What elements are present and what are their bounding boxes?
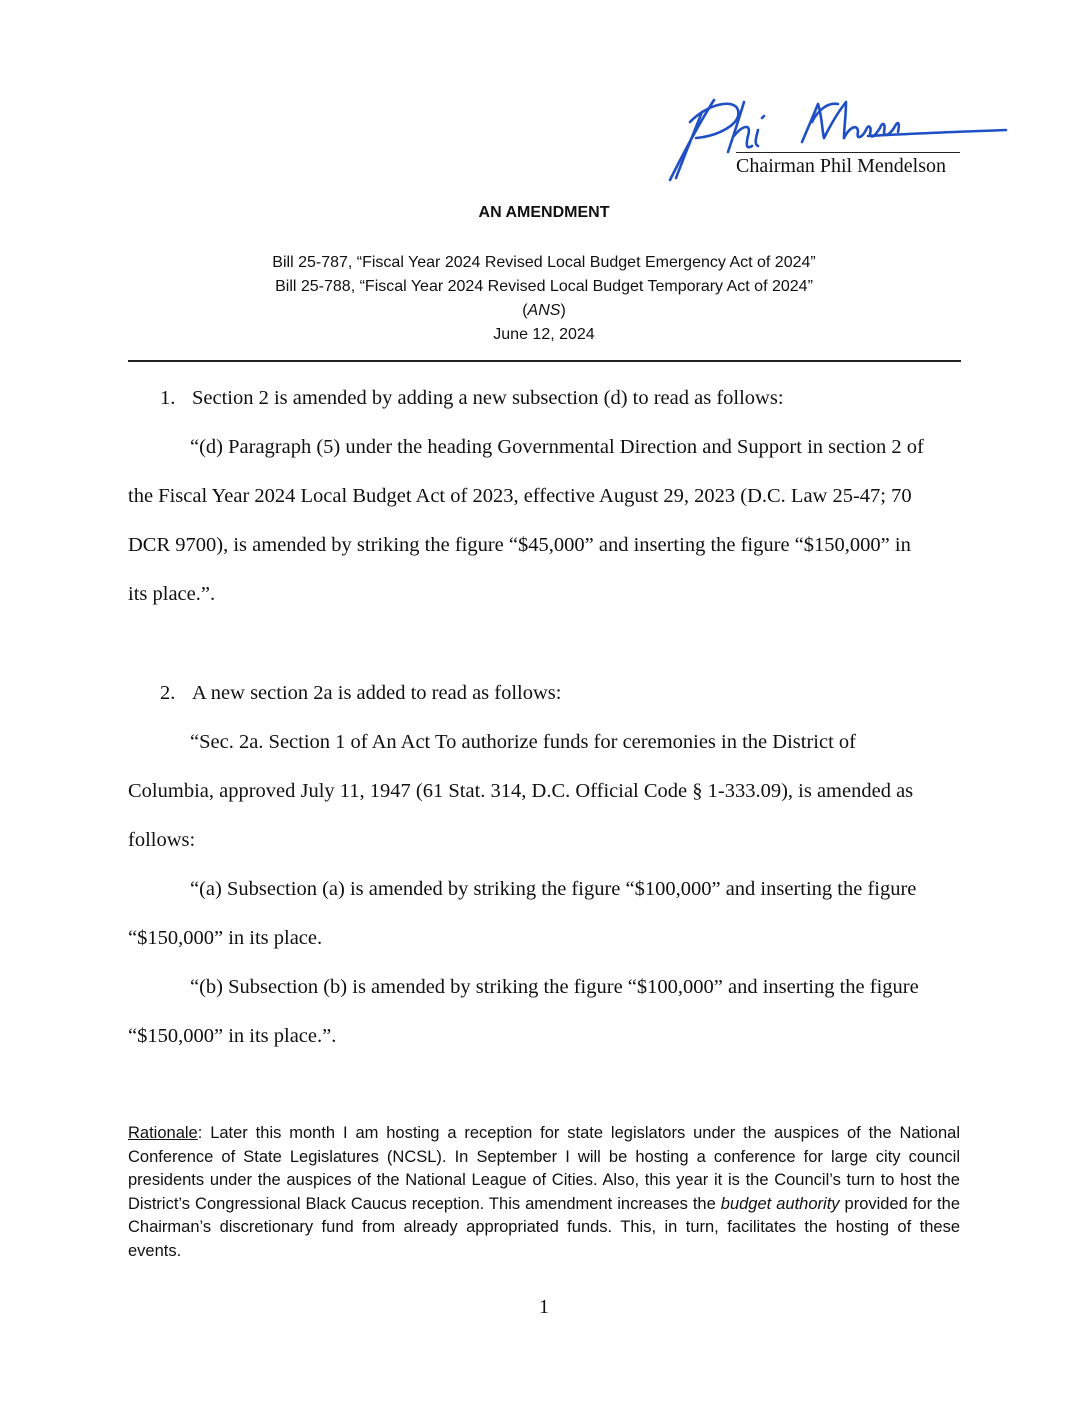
version-label: ANS — [527, 302, 561, 319]
amendment-1-text-line: the Fiscal Year 2024 Local Budget Act of 2023, effective August 29, 2023 (D.C. Law 25-47; 70 — [128, 485, 912, 507]
page-number: 1 — [539, 1296, 549, 1318]
amendment-1-text-line: “(d) Paragraph (5) under the heading Governmental Direction and Support in section 2 of — [190, 436, 924, 458]
amendment-1-text-line: DCR 9700), is amended by striking the figure “$45,000” and inserting the figure “$150,000” in — [128, 534, 911, 556]
amendment-2-text-line: “Sec. 2a. Section 1 of An Act To authorize funds for ceremonies in the District of — [190, 731, 856, 753]
amendment-2-text-line: Columbia, approved July 11, 1947 (61 Stat. 314, D.C. Official Code § 1-333.09), is amended as — [128, 780, 914, 802]
amendment-version: (ANS) — [522, 302, 566, 319]
amendment-2-text-line: “(a) Subsection (a) is amended by striking the figure “$100,000” and inserting the figure — [190, 878, 917, 900]
rationale-paragraph: Rationale: Later this month I am hosting a reception for state legislators under the auspices of the National Conference of State Legislatures (NCSL). In September I will be hosting a conference for large city council presidents under the auspices of the National League of Cities. Also, this year it is the Council’s turn to host the District’s Congressional Black Caucus reception. This amendment increases the budget authority provided for the Chairman’s discretionary fund from already appropriated funds. This, in turn, facilitates the hosting of these events. — [128, 1124, 960, 1260]
amendment-2-number: 2. — [160, 682, 176, 704]
amendment-2-intro: A new section 2a is added to read as follows: — [192, 682, 562, 704]
signatory-name: Chairman Phil Mendelson — [736, 155, 946, 177]
header-divider — [128, 360, 961, 362]
rationale-emphasis: budget authority — [720, 1194, 840, 1213]
amendment-2-text-line: “$150,000” in its place.”. — [128, 1025, 337, 1047]
amendment-1-number: 1. — [160, 387, 176, 409]
document-title: AN AMENDMENT — [478, 204, 610, 221]
amendment-1-text-line: its place.”. — [128, 583, 216, 605]
amendment-date: June 12, 2024 — [493, 326, 595, 343]
amendment-1-intro: Section 2 is amended by adding a new subsection (d) to read as follows: — [192, 387, 784, 409]
bill-emergency-act: Bill 25-787, “Fiscal Year 2024 Revised Local Budget Emergency Act of 2024” — [272, 254, 816, 271]
amendment-2-text-line: “$150,000” in its place. — [128, 927, 323, 949]
rationale-heading: Rationale — [128, 1124, 198, 1142]
amendment-2-text-line: “(b) Subsection (b) is amended by striking the figure “$100,000” and inserting the figure — [190, 976, 919, 998]
amendment-2-text-line: follows: — [128, 829, 196, 851]
bill-temporary-act: Bill 25-788, “Fiscal Year 2024 Revised Local Budget Temporary Act of 2024” — [275, 278, 813, 295]
